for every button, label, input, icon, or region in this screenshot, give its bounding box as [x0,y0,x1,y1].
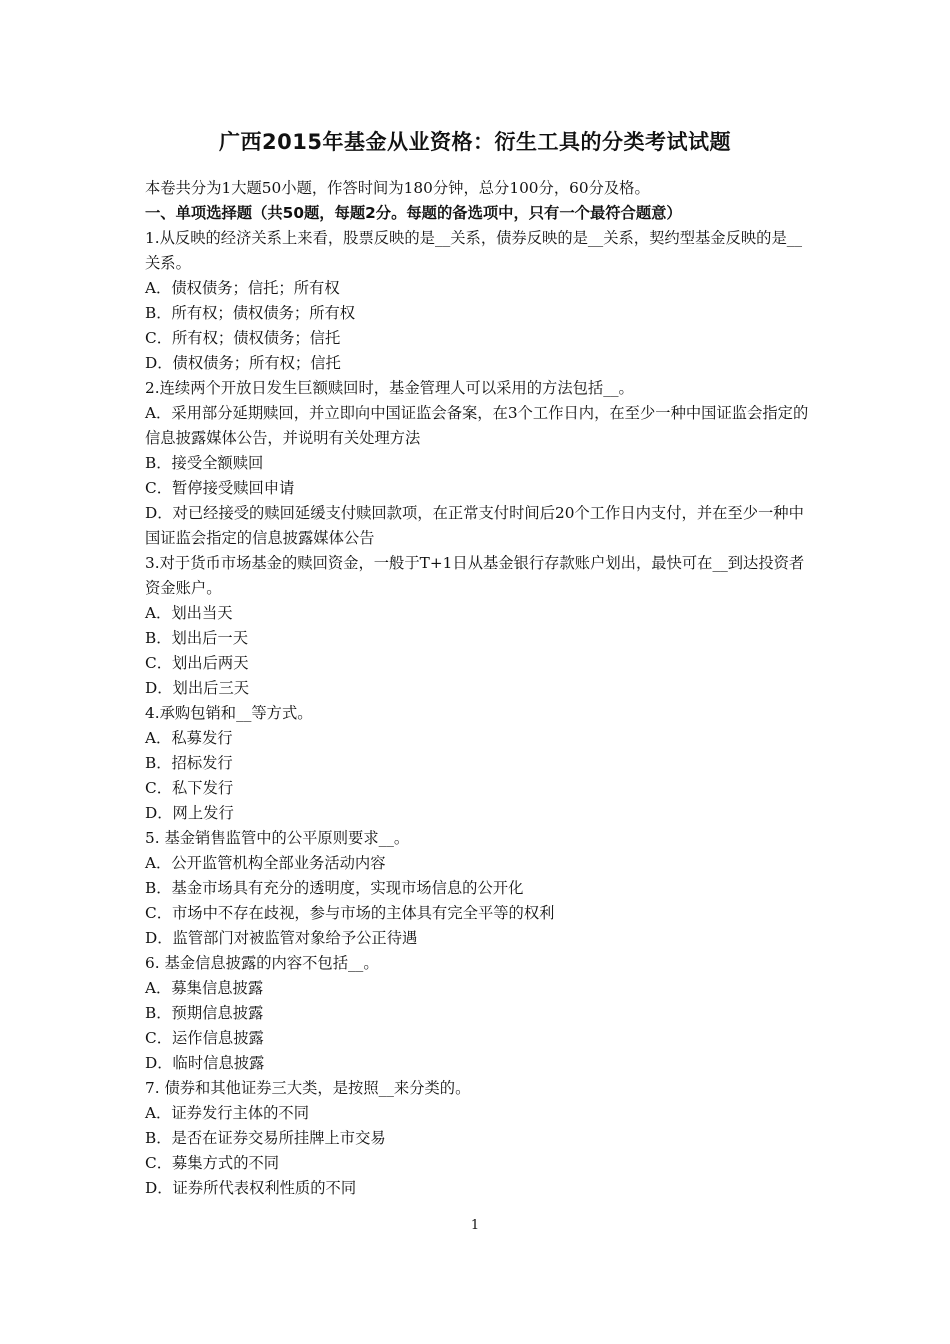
option-a: A．债权债务；信托；所有权 [145,279,340,297]
question-text: 1.从反映的经济关系上来看，股票反映的是__关系，债券反映的是__关系，契约型基金反映的是__关系。 [145,229,803,272]
option-b: B．基金市场具有充分的透明度，实现市场信息的公开化 [145,879,524,897]
exam-intro: 本卷共分为1大题50小题，作答时间为180分钟，总分100分，60分及格。 [145,179,650,197]
option-d: D．证券所代表权利性质的不同 [145,1179,357,1197]
question-item [145,551,810,701]
document-title: 广西2015年基金从业资格：衍生工具的分类考试试题 [219,130,731,154]
option-c: C．暂停接受赎回申请 [145,479,295,497]
option-d: D．网上发行 [145,804,234,822]
option-d: D．划出后三天 [145,679,250,697]
option-b: B．是否在证券交易所挂牌上市交易 [145,1129,386,1147]
question-item [145,376,810,551]
option-d: D．债权债务；所有权；信托 [145,354,341,372]
question-text: 2.连续两个开放日发生巨额赎回时，基金管理人可以采用的方法包括__。 [145,379,634,397]
question-item [145,226,810,376]
option-a: A．证券发行主体的不同 [145,1104,310,1122]
question-text: 6. 基金信息披露的内容不包括__。 [145,954,379,972]
page-number: 1 [470,1218,480,1233]
option-d: D．对已经接受的赎回延缓支付赎回款项，在正常支付时间后20个工作日内支付，并在至少一种中国证监会指定的信息披露媒体公告 [145,504,804,547]
option-b: B．所有权；债权债务；所有权 [145,304,356,322]
option-a: A．公开监管机构全部业务活动内容 [145,854,386,872]
option-c: C．私下发行 [145,779,234,797]
option-c: C．运作信息披露 [145,1029,264,1047]
question-text: 5. 基金销售监管中的公平原则要求__。 [145,829,410,847]
option-c: C．市场中不存在歧视，参与市场的主体具有完全平等的权利 [145,904,555,922]
option-b: B．接受全额赎回 [145,454,264,472]
option-c: C．划出后两天 [145,654,249,672]
question-item [145,951,810,1076]
option-d: D．监管部门对被监管对象给予公正待遇 [145,929,418,947]
option-b: B．划出后一天 [145,629,249,647]
question-text: 3.对于货币市场基金的赎回资金，一般于T+1日从基金银行存款账户划出，最快可在__到达投资者资金账户。 [145,554,805,597]
option-a: A．募集信息披露 [145,979,264,997]
option-c: C．所有权；债权债务；信托 [145,329,341,347]
question-text: 4.承购包销和__等方式。 [145,704,313,722]
option-d: D．临时信息披露 [145,1054,265,1072]
question-item [145,701,810,826]
option-a: A．划出当天 [145,604,233,622]
question-item [145,826,810,951]
question-item [145,1076,810,1201]
option-a: A．采用部分延期赎回，并立即向中国证监会备案，在3个工作日内，在至少一种中国证监会指定的信息披露媒体公告，并说明有关处理方法 [145,404,809,447]
option-b: B．招标发行 [145,754,233,772]
option-a: A．私募发行 [145,729,233,747]
option-b: B．预期信息披露 [145,1004,264,1022]
question-text: 7. 债券和其他证券三大类，是按照__来分类的。 [145,1079,471,1097]
option-c: C．募集方式的不同 [145,1154,280,1172]
document-body [145,176,810,1201]
section-heading: 一、单项选择题（共50题，每题2分。每题的备选项中，只有一个最符合题意） [145,204,682,222]
